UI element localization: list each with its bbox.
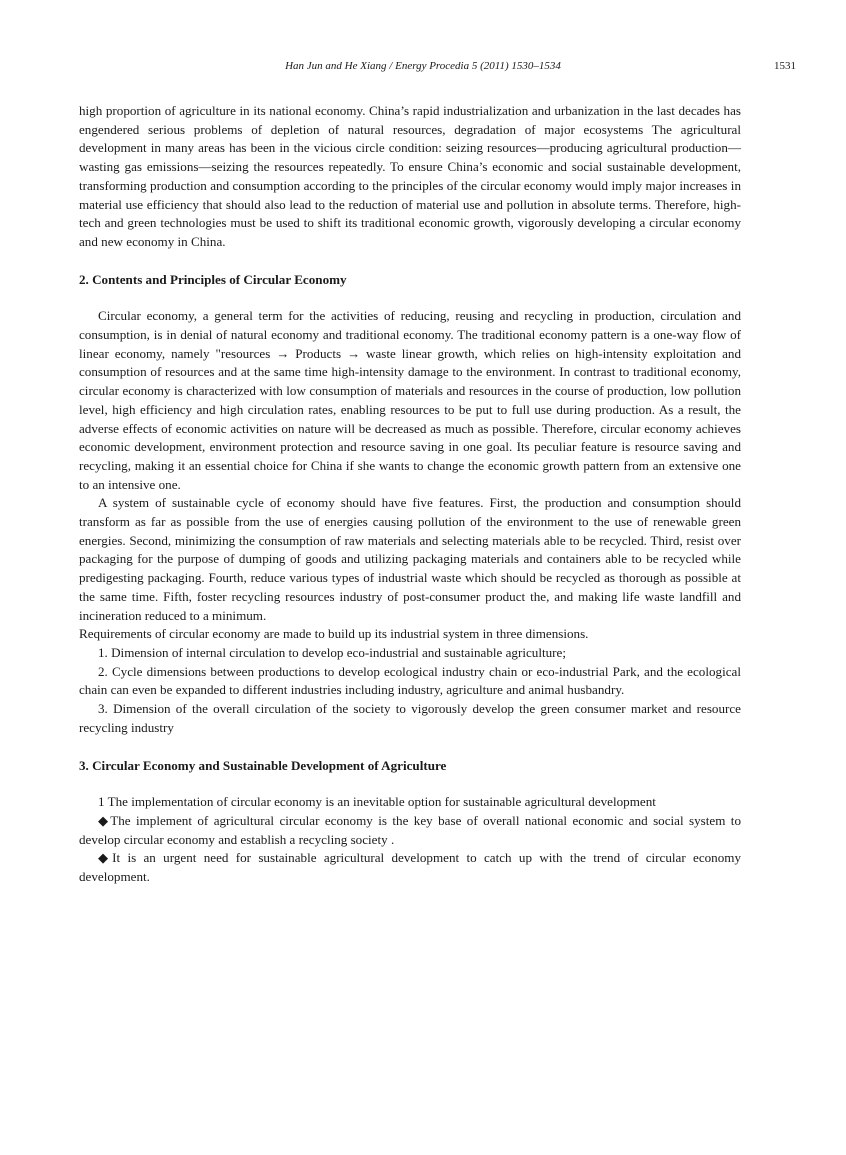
section-2-paragraph-1: Circular economy, a general term for the activities of reducing, reusing and recycling in production, circulation and consumption, is in denial of natural economy and traditional economy. The traditional economy pattern is a one-way flow of linear economy, namely "resources → Products → waste linear growth, which relies on high-intensity exploitation and consumption of resources and at the same time high-intensity damage to the environment. In contrast to traditional economy, circular economy is characterized with low consumption of materials and resources in the course of production, low pollution level, high efficiency and high circulation rates, enabling resources to be put to full use during production. As a result, the adverse effects of economic activities on nature will be decreased as much as possible. Therefore, circular economy achieves economic development, environment protection and resource saving in one goal. Its peculiar feature is resource saving and recycling, making it an essential choice for China if she wants to change the economic growth pattern from an extensive one to an intensive one. [79,308,741,492]
dimension-item-1: 1. Dimension of internal circulation to develop eco-industrial and sustainable agriculture; [98,644,566,660]
intro-paragraph: high proportion of agriculture in its national economy. China’s rapid industrialization and urbanization in the last decades has engendered serious problems of depletion of natural resources, degradation of major ecosystems The agricultural development in many areas has been in the vicious circle condition: seizing resources—producing agricultural production—wasting gas emissions—seizing the resources repeatedly. To ensure China’s economic and social sustainable development, transforming production and consumption according to the principles of the circular economy would imply major increases in material use efficiency that should also lead to the reduction of material use and pollution in absolute terms. Therefore, high-tech and green technologies must be used to shift its traditional economic growth, vigorously developing a circular economy and new economy in China. [79,103,741,249]
section-2-heading: 2. Contents and Principles of Circular Economy [79,271,347,287]
journal-reference: Han Jun and He Xiang / Energy Procedia 5 (2011) 1530–1534 [285,60,561,72]
section-2-paragraph-3: Requirements of circular economy are made to build up its industrial system in three dimensions. [79,626,589,642]
page-number: 1531 [774,60,796,72]
dimension-item-3: 3. Dimension of the overall circulation of the society to vigorously develop the green consumer market and resource recycling industry [79,701,741,735]
dimension-item-2: 2. Cycle dimensions between productions to develop ecological industry chain or eco-industrial Park, and the ecological chain can even be expanded to different industries including industry, agriculture and animal husbandry. [79,663,741,698]
section-2-paragraph-2: A system of sustainable cycle of economy should have five features. First, the production and consumption should transform as far as possible from the use of energies causing pollution of the environment to the use of renewable green energies. Second, minimizing the consumption of raw materials and selecting materials able to be recycled. Third, resist over packaging for the purpose of dumping of goods and utilizing packaging materials and containers able to be recycled while predigesting packaging. Fourth, reduce various types of industrial waste which should be recycled as thorough as possible at the same time. Fifth, foster recycling resources industry of post-consumer product the, and making life waste landfill and incineration reduced to a minimum. [79,495,741,623]
section-3-bullet-2: ◆It is an urgent need for sustainable agricultural development to catch up with the trend of circular economy development. [79,850,741,885]
section-3-paragraph-1: 1 The implementation of circular economy is an inevitable option for sustainable agricultural development [98,794,656,810]
article-body [79,102,741,887]
section-3-bullet-1: ◆The implement of agricultural circular economy is the key base of overall national economic and social system to develop circular economy and establish a recycling society . [79,812,741,847]
running-header [0,57,846,75]
section-3-heading: 3. Circular Economy and Sustainable Development of Agriculture [79,757,447,773]
